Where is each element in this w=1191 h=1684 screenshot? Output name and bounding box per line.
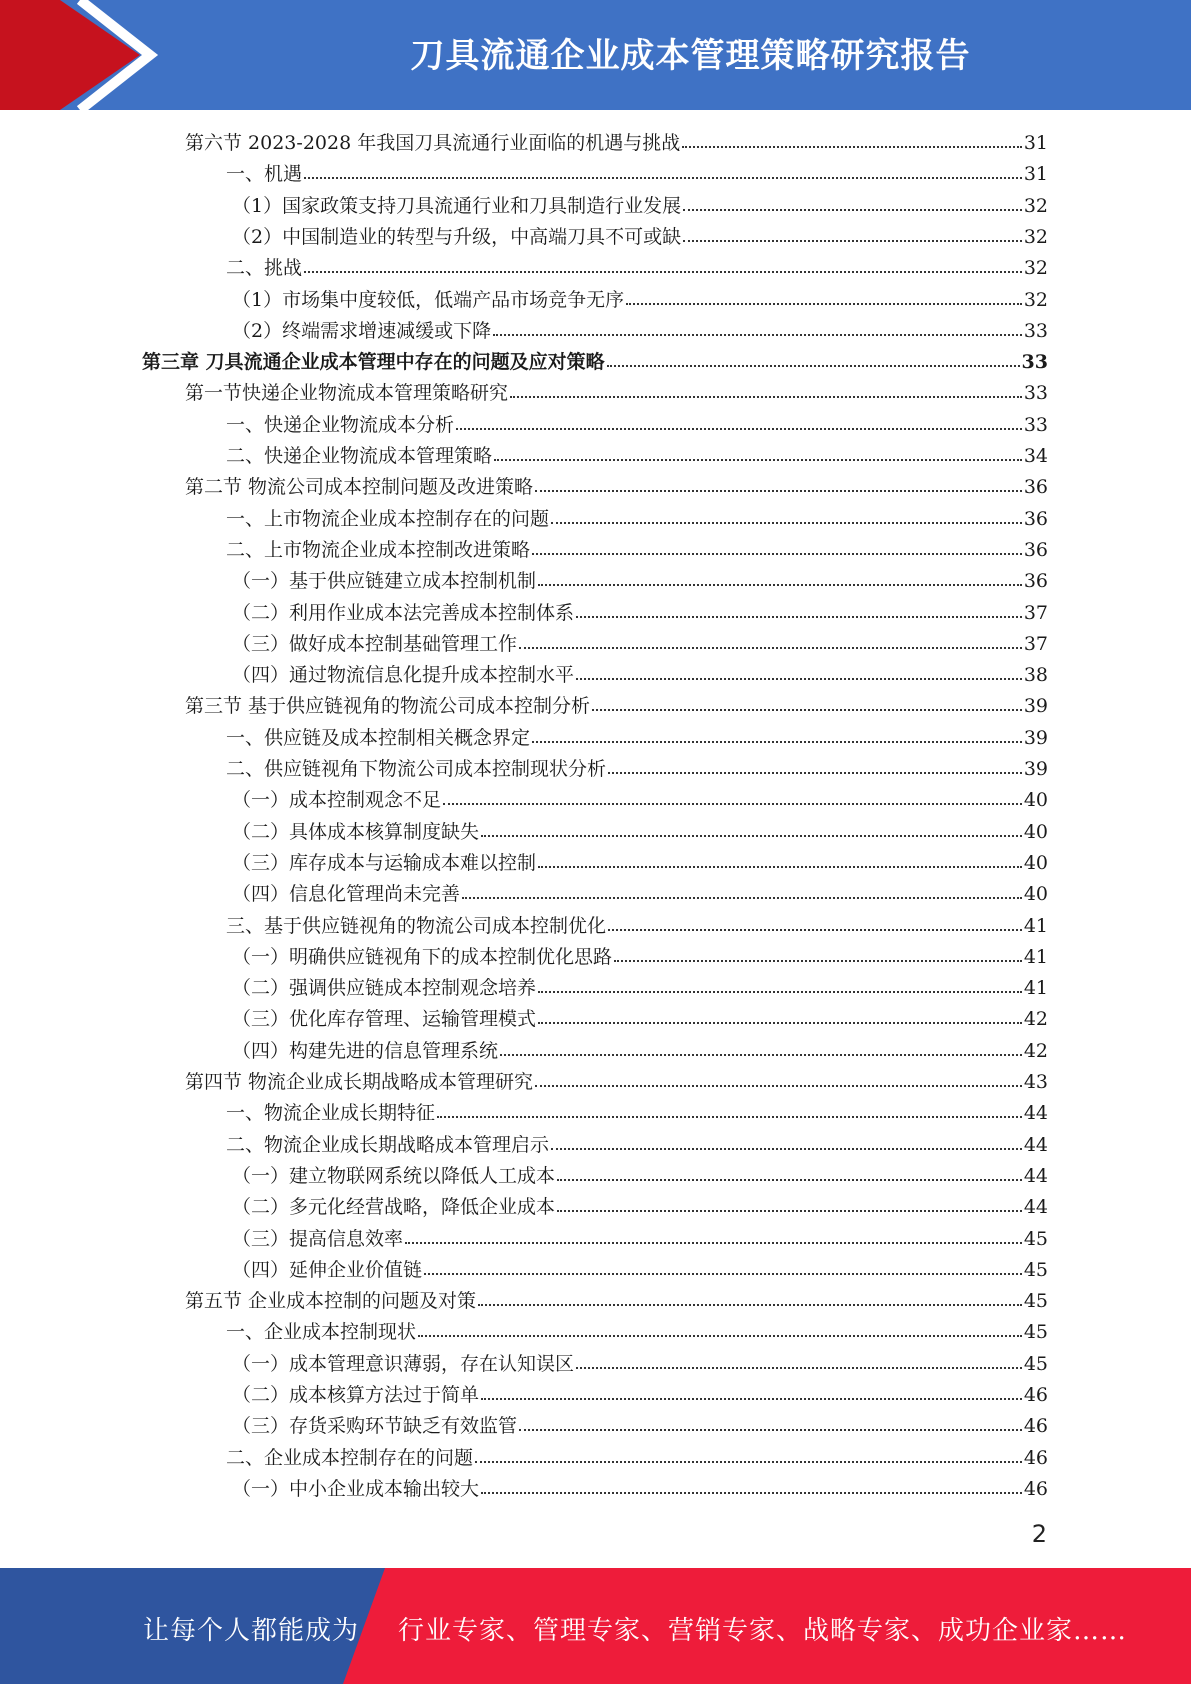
toc-leader-dots [538, 566, 1022, 586]
toc-entry-title: 第六节 2023-2028 年我国刀具流通行业面临的机遇与挑战 [185, 132, 681, 154]
toc-entry-page: 45 [1023, 1352, 1048, 1375]
toc-entry-title: （一）成本管理意识薄弱，存在认知误区 [232, 1352, 575, 1375]
toc-leader-dots [500, 1036, 1022, 1056]
toc-entry-title: 二、物流企业成长期战略成本管理启示 [226, 1133, 550, 1156]
toc-leader-dots [510, 378, 1022, 398]
toc-leader-dots [443, 785, 1022, 805]
toc-entry[interactable] [232, 879, 1048, 910]
toc-entry-title: 一、企业成本控制现状 [226, 1321, 417, 1344]
footer-slogan-left: 让每个人都能成为 [143, 1616, 360, 1646]
toc-entry-page: 44 [1023, 1102, 1048, 1125]
toc-entry-title: 一、供应链及成本控制相关概念界定 [226, 726, 531, 749]
toc-entry-title: 一、机遇 [226, 163, 303, 186]
toc-entry[interactable] [232, 660, 1048, 691]
toc-entry-title: （一）成本控制观念不足 [232, 789, 442, 812]
toc-entry[interactable] [226, 1317, 1048, 1348]
toc-entry-page: 41 [1023, 914, 1048, 937]
toc-leader-dots [437, 1098, 1022, 1118]
toc-entry-title: （三）优化库存管理、运输管理模式 [232, 1008, 537, 1031]
toc-entry-page: 40 [1023, 851, 1048, 874]
toc-entry-title: （二）成本核算方法过于简单 [232, 1384, 480, 1406]
toc-leader-dots [576, 660, 1022, 680]
toc-entry-title: （三）做好成本控制基础管理工作 [232, 632, 518, 655]
toc-entry[interactable] [232, 1036, 1048, 1067]
toc-entry-title: 二、挑战 [226, 257, 303, 280]
toc-entry-page: 39 [1023, 758, 1048, 780]
toc-entry[interactable] [226, 441, 1048, 472]
toc-entry[interactable] [226, 535, 1048, 566]
toc-entry-title: （三）库存成本与运输成本难以控制 [232, 851, 537, 874]
toc-entry-page: 31 [1023, 163, 1048, 186]
toc-leader-dots [538, 1004, 1022, 1024]
toc-leader-dots [493, 316, 1022, 336]
toc-entry-title: （一）明确供应链视角下的成本控制优化思路 [232, 945, 613, 968]
toc-entry[interactable] [232, 285, 1048, 316]
toc-leader-dots [614, 942, 1022, 962]
toc-leader-dots [519, 629, 1022, 649]
toc-entry-title: （2）中国制造业的转型与升级，中高端刀具不可或缺 [232, 225, 682, 248]
toc-entry[interactable] [232, 1161, 1048, 1192]
toc-entry-page: 33 [1023, 413, 1048, 436]
toc-leader-dots [494, 441, 1022, 461]
toc-entry[interactable] [232, 1474, 1048, 1505]
toc-leader-dots [557, 1192, 1022, 1212]
toc-entry-title: （四）构建先进的信息管理系统 [232, 1039, 499, 1062]
toc-entry-page: 39 [1023, 726, 1048, 749]
toc-entry-title: （四）延伸企业价值链 [232, 1258, 423, 1281]
toc-entry-title: （一）中小企业成本输出较大 [232, 1477, 480, 1500]
toc-entry-page: 43 [1023, 1071, 1048, 1093]
toc-entry-title: （二）利用作业成本法完善成本控制体系 [232, 601, 575, 624]
toc-entry-title: 一、快递企业物流成本分析 [226, 413, 455, 436]
toc-entry-title: 一、上市物流企业成本控制存在的问题 [226, 507, 550, 530]
toc-entry-page: 45 [1023, 1290, 1048, 1313]
toc-leader-dots [481, 817, 1022, 837]
toc-entry[interactable] [185, 691, 1048, 722]
toc-leader-dots [683, 222, 1022, 242]
toc-entry-title: （一）基于供应链建立成本控制机制 [232, 570, 537, 593]
toc-entry[interactable] [226, 754, 1048, 785]
toc-entry-title: （2）终端需求增速减缓或下降 [232, 319, 492, 342]
toc-entry-title: 三、基于供应链视角的物流公司成本控制优化 [226, 914, 607, 937]
toc-entry-title: （1）国家政策支持刀具流通行业和刀具制造行业发展 [232, 194, 682, 217]
toc-entry-page: 41 [1023, 977, 1048, 1000]
page-footer [0, 1568, 1191, 1684]
toc-entry-title: 第四节 物流企业成长期战略成本管理研究 [185, 1071, 534, 1093]
toc-entry-title: 第二节 物流公司成本控制问题及改进策略 [185, 476, 534, 499]
toc-entry[interactable] [226, 1098, 1048, 1129]
toc-entry[interactable] [185, 128, 1048, 159]
toc-entry[interactable] [226, 911, 1048, 942]
toc-entry-page: 46 [1023, 1446, 1048, 1469]
toc-entry-title: 二、企业成本控制存在的问题 [226, 1446, 474, 1469]
report-title: 刀具流通企业成本管理策略研究报告 [410, 36, 971, 76]
toc-entry[interactable] [232, 817, 1048, 848]
toc-entry-page: 45 [1023, 1227, 1048, 1250]
toc-leader-dots [519, 1411, 1022, 1431]
footer-slogan-right: 行业专家、管理专家、营销专家、战略专家、成功企业家…… [398, 1616, 1128, 1646]
toc-leader-dots [538, 973, 1022, 993]
toc-entry[interactable] [232, 973, 1048, 1004]
toc-entry-title: 第五节 企业成本控制的问题及对策 [185, 1290, 477, 1313]
toc-entry-page: 36 [1023, 538, 1048, 561]
toc-leader-dots [304, 159, 1022, 179]
toc-entry[interactable] [232, 1255, 1048, 1286]
toc-entry-page: 44 [1023, 1164, 1048, 1187]
toc-leader-dots [551, 504, 1022, 524]
toc-entry[interactable] [185, 1067, 1048, 1098]
toc-entry-page: 32 [1023, 257, 1048, 280]
toc-entry[interactable] [232, 1349, 1048, 1380]
toc-entry-page: 42 [1023, 1008, 1048, 1031]
toc-entry[interactable] [226, 1130, 1048, 1161]
toc-entry[interactable] [185, 1286, 1048, 1317]
toc-leader-dots [424, 1255, 1022, 1275]
toc-entry[interactable] [232, 191, 1048, 222]
toc-leader-dots [557, 1161, 1022, 1181]
toc-entry-page: 36 [1023, 570, 1048, 593]
toc-leader-dots [592, 691, 1022, 711]
toc-entry-page: 32 [1023, 288, 1048, 311]
toc-entry-page: 32 [1023, 225, 1048, 248]
toc-leader-dots [576, 598, 1022, 618]
toc-entry[interactable] [185, 472, 1048, 503]
toc-leader-dots [626, 285, 1022, 305]
toc-entry[interactable] [185, 378, 1048, 409]
toc-entry-page: 33 [1023, 382, 1048, 405]
toc-leader-dots [607, 347, 1020, 367]
toc-entry-page: 37 [1023, 601, 1048, 624]
toc-leader-dots [304, 253, 1022, 273]
toc-entry-page: 36 [1023, 507, 1048, 530]
toc-entry-page: 34 [1023, 445, 1048, 467]
toc-entry[interactable] [232, 1380, 1048, 1411]
toc-leader-dots [462, 879, 1022, 899]
toc-entry[interactable] [226, 410, 1048, 441]
toc-leader-dots [608, 754, 1022, 774]
toc-entry-title: 一、物流企业成长期特征 [226, 1102, 436, 1125]
toc-leader-dots [683, 191, 1022, 211]
page-number: 2 [1031, 1520, 1047, 1548]
toc-entry[interactable] [232, 1192, 1048, 1223]
toc-entry[interactable] [232, 785, 1048, 816]
toc-entry-page: 31 [1023, 132, 1048, 154]
toc-entry-page: 33 [1021, 351, 1048, 374]
toc-entry-title: 二、供应链视角下物流公司成本控制现状分析 [226, 758, 607, 780]
toc-leader-dots [475, 1443, 1022, 1463]
toc-entry-title: （二）具体成本核算制度缺失 [232, 820, 480, 843]
toc-entry-page: 33 [1023, 319, 1048, 342]
toc-entry-page: 46 [1023, 1384, 1048, 1406]
toc-entry[interactable] [232, 942, 1048, 973]
toc-entry-title: 二、上市物流企业成本控制改进策略 [226, 538, 531, 561]
toc-entry[interactable] [232, 848, 1048, 879]
toc-leader-dots [535, 1067, 1022, 1087]
toc-entry[interactable] [226, 1443, 1048, 1474]
toc-leader-dots [538, 848, 1022, 868]
toc-entry-title: （二）多元化经营战略，降低企业成本 [232, 1196, 556, 1219]
toc-leader-dots [405, 1224, 1022, 1244]
toc-entry[interactable] [232, 1224, 1048, 1255]
toc-entry-title: （1）市场集中度较低，低端产品市场竞争无序 [232, 288, 625, 311]
toc-entry-title: 第三章 刀具流通企业成本管理中存在的问题及应对策略 [142, 351, 605, 374]
toc-entry-page: 46 [1023, 1415, 1048, 1438]
toc-entry-title: （三）存货采购环节缺乏有效监管 [232, 1415, 518, 1438]
toc-leader-dots [576, 1349, 1022, 1369]
toc-entry[interactable] [232, 316, 1048, 347]
toc-leader-dots [532, 535, 1022, 555]
toc-entry-title: （三）提高信息效率 [232, 1227, 404, 1250]
toc-leader-dots [456, 410, 1022, 430]
toc-entry-page: 45 [1023, 1258, 1048, 1281]
toc-entry-title: 二、快递企业物流成本管理策略 [226, 445, 493, 467]
toc-leader-dots [478, 1286, 1022, 1306]
toc-entry[interactable] [226, 159, 1048, 190]
toc-entry-page: 36 [1023, 476, 1048, 499]
toc-leader-dots [418, 1317, 1022, 1337]
toc-leader-dots [481, 1474, 1022, 1494]
toc-entry-title: （一）建立物联网系统以降低人工成本 [232, 1164, 556, 1187]
toc-entry[interactable] [142, 347, 1048, 378]
toc-entry-page: 40 [1023, 820, 1048, 843]
toc-entry-title: （四）通过物流信息化提升成本控制水平 [232, 664, 575, 687]
toc-entry[interactable] [232, 566, 1048, 597]
toc-leader-dots [551, 1130, 1022, 1150]
toc-entry-page: 39 [1023, 695, 1048, 718]
toc-entry-page: 38 [1023, 664, 1048, 687]
toc-entry[interactable] [226, 504, 1048, 535]
toc-entry-page: 44 [1023, 1133, 1048, 1156]
toc-entry-page: 41 [1023, 945, 1048, 968]
toc-leader-dots [535, 472, 1022, 492]
toc-entry-page: 46 [1023, 1477, 1048, 1500]
toc-entry-title: （二）强调供应链成本控制观念培养 [232, 977, 537, 1000]
toc-entry-title: （四）信息化管理尚未完善 [232, 883, 461, 906]
toc-entry[interactable] [232, 598, 1048, 629]
toc-leader-dots [532, 723, 1022, 743]
toc-entry[interactable] [232, 222, 1048, 253]
toc-entry-title: 第三节 基于供应链视角的物流公司成本控制分析 [185, 695, 591, 718]
toc-leader-dots [608, 911, 1022, 931]
toc-entry[interactable] [226, 723, 1048, 754]
toc-entry[interactable] [232, 1411, 1048, 1442]
toc-entry-page: 45 [1023, 1321, 1048, 1344]
toc-leader-dots [481, 1380, 1022, 1400]
toc-entry-page: 32 [1023, 194, 1048, 217]
toc-entry[interactable] [232, 1004, 1048, 1035]
toc-entry[interactable] [226, 253, 1048, 284]
toc-entry-page: 37 [1023, 632, 1048, 655]
toc-entry-page: 40 [1023, 883, 1048, 906]
toc-entry-page: 42 [1023, 1039, 1048, 1062]
toc-entry-title: 第一节快递企业物流成本管理策略研究 [185, 382, 509, 405]
toc-leader-dots [682, 128, 1022, 148]
toc-entry-page: 40 [1023, 789, 1048, 812]
toc-entry-page: 44 [1023, 1196, 1048, 1219]
page-header [0, 0, 1191, 110]
toc-entry[interactable] [232, 629, 1048, 660]
